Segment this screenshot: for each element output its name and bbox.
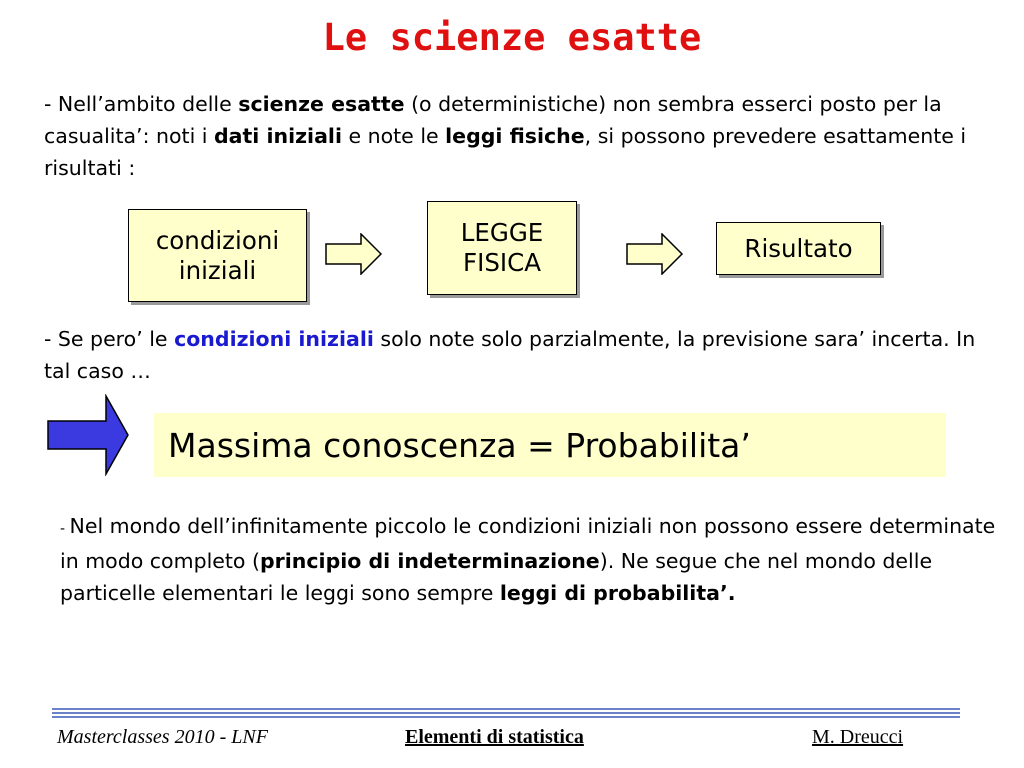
para3-text-1: Nel mondo dell’infinitamente piccolo le condizioni iniziali non possono essere determinate in modo completo ( (60, 514, 996, 573)
para1-bold-2: dati iniziali (214, 124, 342, 148)
paragraph-uncertain (44, 323, 1004, 387)
box2-line1: LEGGE (460, 218, 544, 247)
para2-text-2: solo note solo parzialmente, la previsione sara’ incerta. In tal caso … (44, 327, 976, 383)
para3-dash: - (60, 521, 70, 537)
highlight-text: Massima conoscenza = Probabilita’ (168, 425, 751, 465)
footer-right: M. Dreucci (812, 726, 904, 748)
big-right-arrow-icon (46, 394, 130, 476)
para3-bold-2: leggi di probabilita’. (499, 581, 736, 605)
para1-text-1: - Nell’ambito delle (44, 92, 239, 116)
para1-bold-3: leggi fisiche (445, 124, 585, 148)
para3-text-2: ). Ne segue che nel mondo delle particelle elementari le leggi sono sempre (60, 549, 933, 605)
para2-text-1: - Se pero’ le (44, 327, 175, 351)
result-box (716, 222, 881, 275)
box1-line2: iniziali (178, 255, 257, 285)
para1-bold-1: scienze esatte (238, 92, 405, 116)
paragraph-quantum (60, 510, 1000, 609)
box1-line1: condizioni (155, 225, 280, 255)
footer-left: Masterclasses 2010 - LNF (57, 726, 268, 748)
para1-text-2: (o deterministiche) non sembra esserci posto per la casualita’: noti i (44, 92, 942, 148)
box3-label: Risultato (744, 233, 853, 263)
para1-text-4: , si possono prevedere esattamente i risultati : (44, 124, 967, 180)
physical-law-box (427, 201, 577, 295)
box2-line2: FISICA (463, 248, 541, 277)
para2-highlight: condizioni iniziali (174, 327, 374, 351)
para3-bold-1: principio di indeterminazione (260, 549, 600, 573)
initial-conditions-box (128, 209, 307, 302)
paragraph-deterministic (44, 88, 1004, 184)
right-arrow-icon (626, 233, 684, 275)
highlight-box (154, 413, 946, 477)
footer-center: Elementi di statistica (405, 726, 584, 748)
right-arrow-icon (325, 233, 383, 275)
para1-text-3: e note le (341, 124, 446, 148)
footer-rule (52, 708, 960, 720)
page-title: Le scienze esatte (322, 16, 702, 59)
